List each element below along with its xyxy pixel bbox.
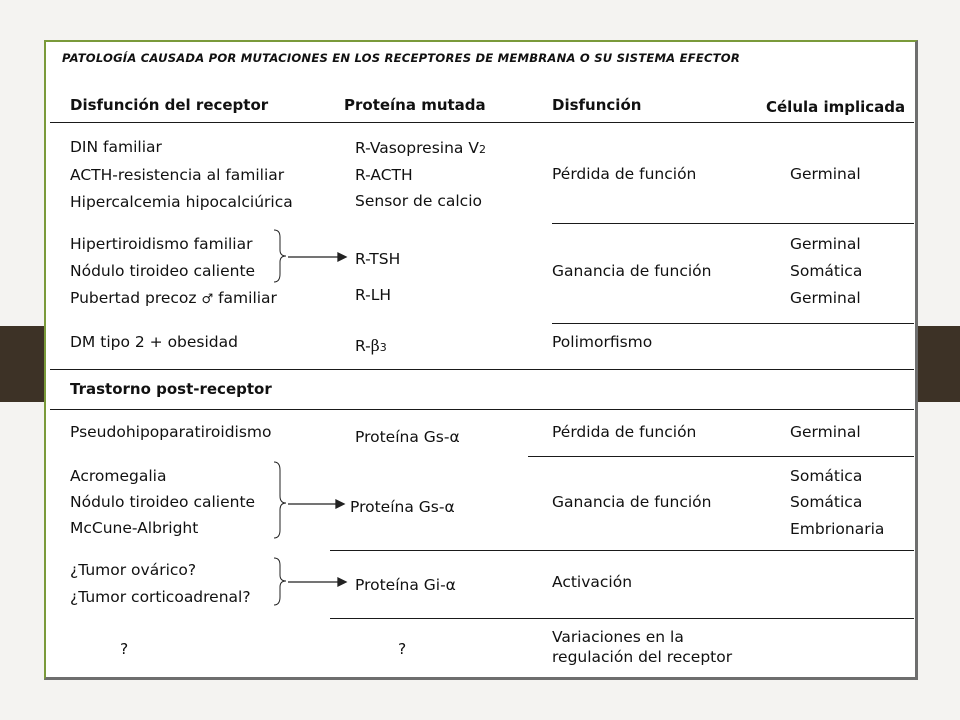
section-header-rule xyxy=(50,409,914,410)
disease-adrenocortical-tumor: ¿Tumor corticoadrenal? xyxy=(70,588,251,606)
protein-beta3-receptor: R-β3 xyxy=(355,337,387,355)
row-rule-5 xyxy=(330,618,914,619)
cell-germinal: Germinal xyxy=(790,235,861,253)
disease-ovarian-tumor: ¿Tumor ovárico? xyxy=(70,561,197,579)
cell-germinal: Germinal xyxy=(790,165,861,183)
section-rule xyxy=(50,369,914,370)
disease-thyroid-nodule: Nódulo tiroideo caliente xyxy=(70,262,256,280)
cell-somatic: Somática xyxy=(790,493,863,511)
row-rule-4 xyxy=(330,550,914,551)
dysfunction-regulation-line1: Variaciones en la xyxy=(552,628,684,646)
disease-acth-resistance: ACTH-resistencia al familiar xyxy=(70,166,285,184)
dysfunction-loss: Pérdida de función xyxy=(552,423,697,441)
disease-acromegaly: Acromegalia xyxy=(70,467,167,485)
protein-acth-receptor: R-ACTH xyxy=(355,166,413,184)
cell-germinal: Germinal xyxy=(790,289,861,307)
protein-gi-alpha: Proteína Gi-α xyxy=(355,576,456,594)
header-cell-involved: Célula implicada xyxy=(766,98,906,116)
left-tab-decoration xyxy=(0,326,46,402)
protein-gs-alpha: Proteína Gs-α xyxy=(355,428,460,446)
dysfunction-activation: Activación xyxy=(552,573,633,591)
disease-din: DIN familiar xyxy=(70,138,162,156)
row-rule-2 xyxy=(552,323,914,324)
dysfunction-gain: Ganancia de función xyxy=(552,262,712,280)
dysfunction-regulation-line2: regulación del receptor xyxy=(552,648,733,666)
protein-unknown: ? xyxy=(398,640,407,658)
page-title: PATOLOGÍA CAUSADA POR MUTACIONES EN LOS RECEPTORES DE MEMBRANA O SU SISTEMA EFECTOR xyxy=(62,51,740,65)
right-tab-decoration xyxy=(914,326,960,402)
header-rule xyxy=(50,122,914,123)
section-post-receptor: Trastorno post-receptor xyxy=(70,380,272,398)
protein-lh-receptor: R-LH xyxy=(355,286,392,304)
dysfunction-gain: Ganancia de función xyxy=(552,493,712,511)
disease-precocious-puberty: Pubertad precoz ♂ familiar xyxy=(70,289,277,307)
disease-unknown: ? xyxy=(120,640,129,658)
disease-mccune-albright: McCune-Albright xyxy=(70,519,199,537)
protein-gs-alpha: Proteína Gs-α xyxy=(350,498,455,516)
disease-hypercalcemia: Hipercalcemia hipocalciúrica xyxy=(70,193,293,211)
cell-somatic: Somática xyxy=(790,262,863,280)
protein-vasopressin: R-Vasopresina V2 xyxy=(355,139,486,157)
dysfunction-loss: Pérdida de función xyxy=(552,165,697,183)
cell-embryonic: Embrionaria xyxy=(790,520,885,538)
male-symbol-icon: ♂ xyxy=(201,292,214,307)
header-dysfunction: Disfunción xyxy=(552,96,642,114)
header-receptor-dysfunction: Disfunción del receptor xyxy=(70,96,269,114)
slide-sheet xyxy=(44,40,918,680)
disease-dm2-obesity: DM tipo 2 + obesidad xyxy=(70,333,238,351)
disease-pseudohypoparathyroidism: Pseudohipoparatiroidismo xyxy=(70,423,272,441)
disease-thyroid-nodule: Nódulo tiroideo caliente xyxy=(70,493,256,511)
row-rule-1 xyxy=(552,223,914,224)
row-rule-3 xyxy=(528,456,914,457)
protein-tsh-receptor: R-TSH xyxy=(355,250,401,268)
protein-calcium-sensor: Sensor de calcio xyxy=(355,192,482,210)
cell-germinal: Germinal xyxy=(790,423,861,441)
dysfunction-polymorphism: Polimorfismo xyxy=(552,333,653,351)
disease-hyperthyroidism: Hipertiroidismo familiar xyxy=(70,235,253,253)
header-mutated-protein: Proteína mutada xyxy=(344,96,486,114)
cell-somatic: Somática xyxy=(790,467,863,485)
